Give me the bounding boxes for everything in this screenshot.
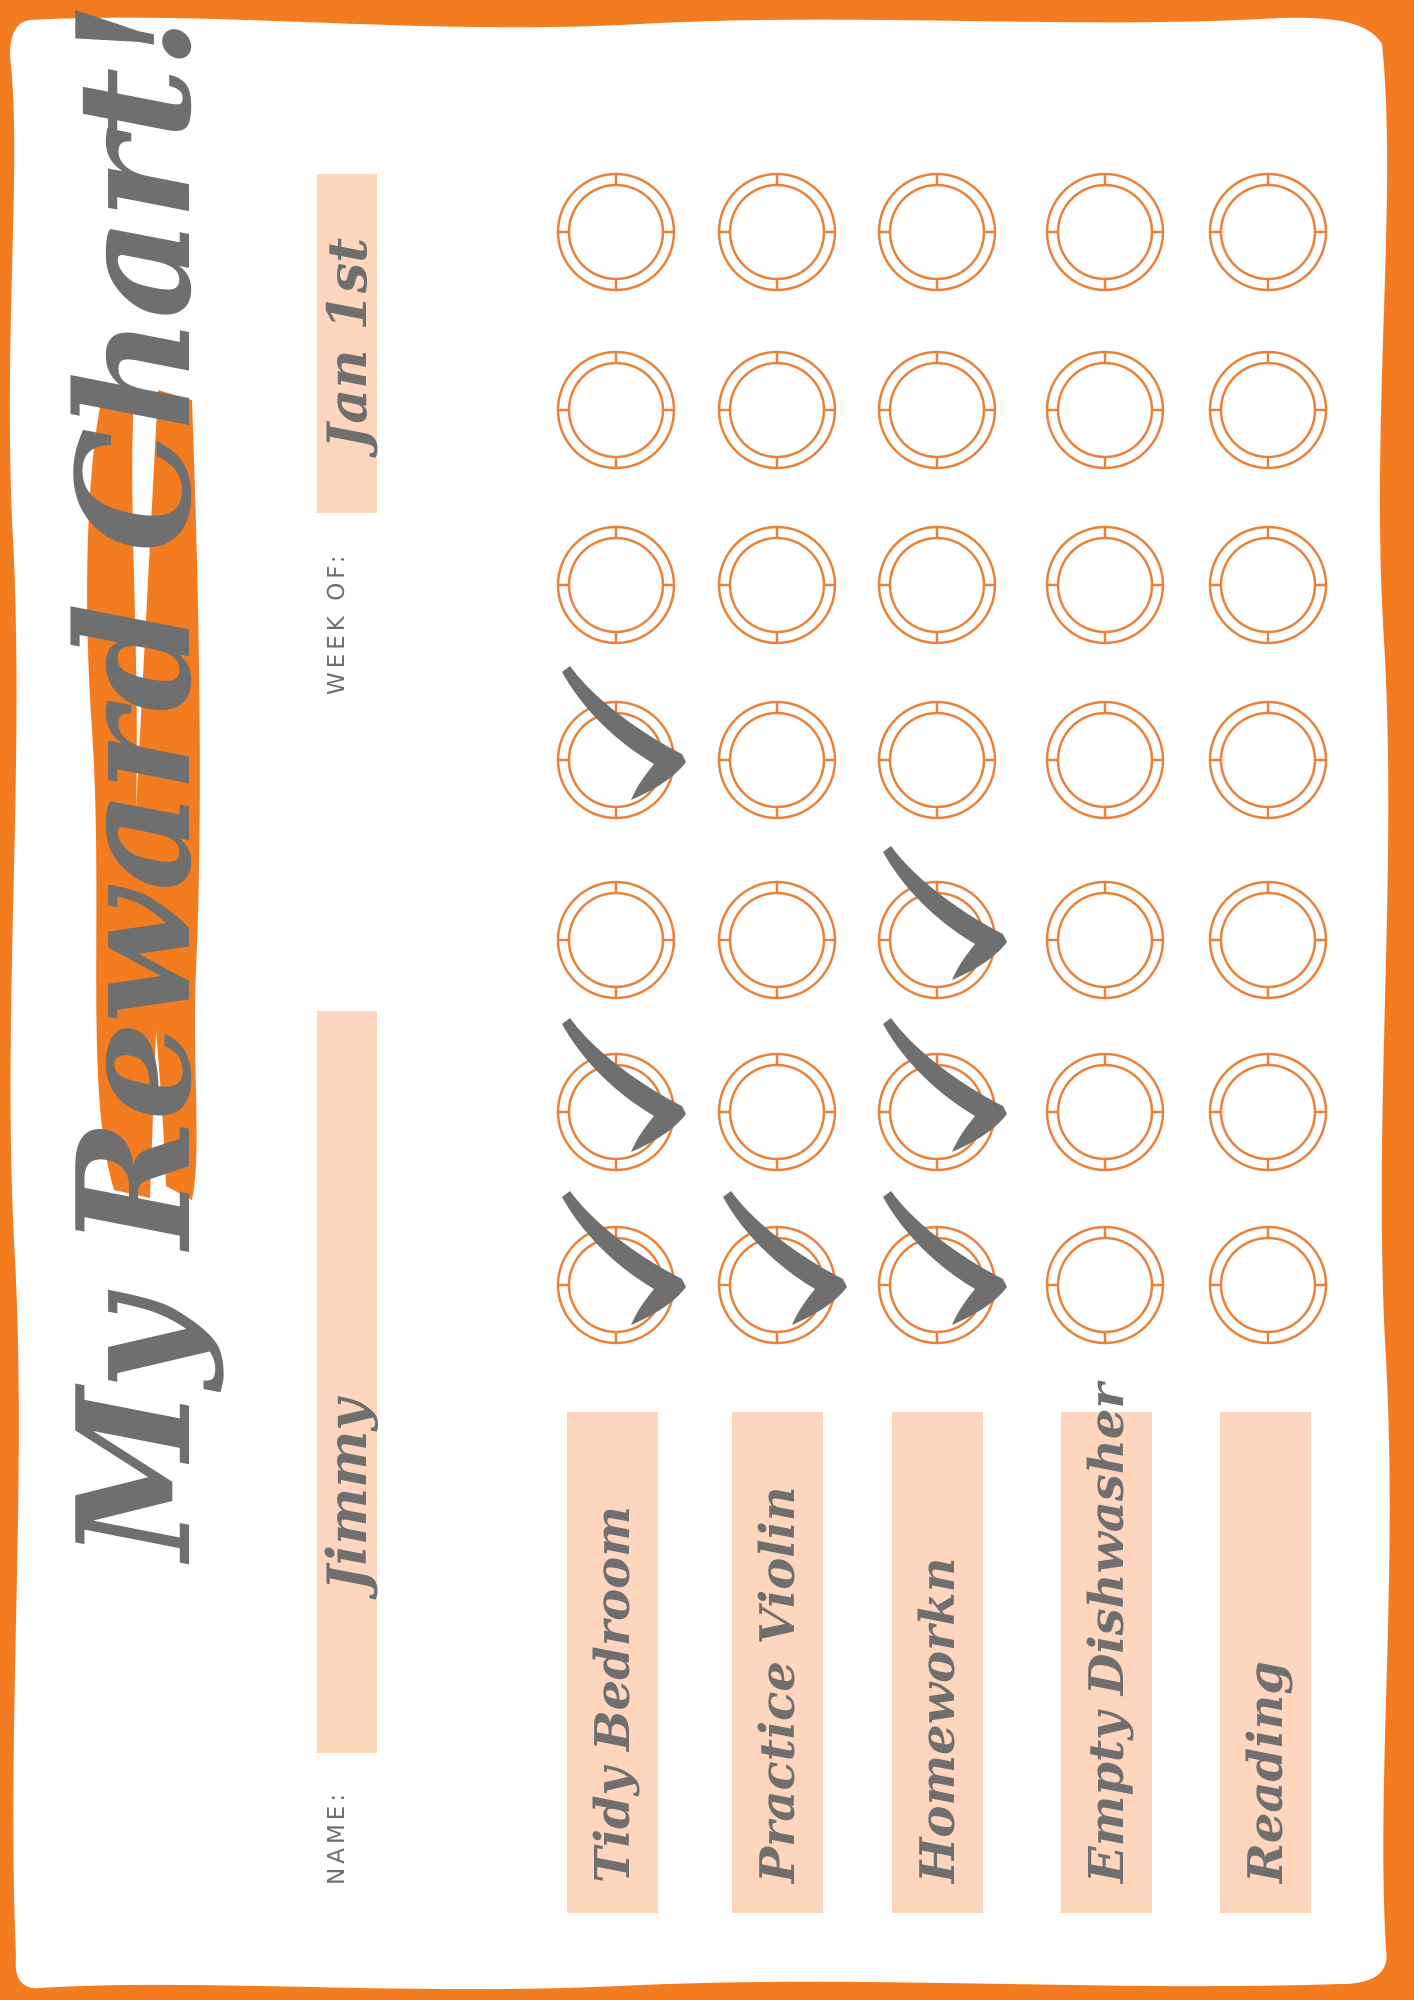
circle-outer-ring [1047,882,1163,998]
circle-outer-ring [1047,174,1163,290]
circle-inner-ring [1058,538,1152,632]
day-checkbox[interactable] [1047,882,1163,998]
circle-outer-ring [1047,1227,1163,1343]
chore-label: Reading [1237,1661,1294,1883]
circle-inner-ring [730,363,824,457]
circle-outer-ring [558,527,674,643]
circle-inner-ring [1221,893,1315,987]
chore-label: Homeworkn [909,1557,966,1883]
circle-outer-ring [1210,352,1326,468]
circle-outer-ring [879,527,995,643]
circle-outer-ring [879,174,995,290]
circle-outer-ring [879,352,995,468]
day-checkbox[interactable] [1210,1054,1326,1170]
circle-inner-ring [569,893,663,987]
circle-inner-ring [730,713,824,807]
day-checkbox[interactable] [558,174,674,290]
circle-outer-ring [1210,702,1326,818]
day-checkbox[interactable] [558,1018,686,1170]
day-checkbox[interactable] [558,882,674,998]
circle-outer-ring [1210,882,1326,998]
day-checkbox[interactable] [719,352,835,468]
name-label: NAME: [324,1789,350,1885]
circle-outer-ring [719,1054,835,1170]
circle-inner-ring [1221,363,1315,457]
circle-inner-ring [890,363,984,457]
day-checkbox[interactable] [1047,702,1163,818]
day-checkbox[interactable] [719,882,835,998]
day-checkbox[interactable] [879,174,995,290]
circle-inner-ring [1058,1065,1152,1159]
day-checkbox[interactable] [879,527,995,643]
circle-inner-ring [1058,1238,1152,1332]
circle-inner-ring [569,363,663,457]
day-checkbox[interactable] [558,527,674,643]
circle-outer-ring [558,882,674,998]
day-checkbox[interactable] [558,352,674,468]
circle-outer-ring [1210,527,1326,643]
circle-outer-ring [719,882,835,998]
week-value: Jan 1st [315,237,379,450]
circle-inner-ring [1058,363,1152,457]
circle-inner-ring [569,538,663,632]
chart-title: My Reward Chart! [43,3,226,1560]
circle-outer-ring [1047,352,1163,468]
week-label: WEEK OF: [324,551,350,695]
day-checkbox[interactable] [879,846,1007,998]
name-value: Jimmy [315,1399,379,1591]
day-checkbox[interactable] [719,1054,835,1170]
circle-outer-ring [558,174,674,290]
circle-inner-ring [890,538,984,632]
day-checkbox[interactable] [1210,352,1326,468]
chore-label: Empty Dishwasher [1078,1383,1135,1883]
circle-outer-ring [719,702,835,818]
circle-inner-ring [1221,538,1315,632]
day-checkbox[interactable] [1210,702,1326,818]
day-checkbox[interactable] [1210,882,1326,998]
circle-inner-ring [1221,713,1315,807]
day-checkbox[interactable] [719,174,835,290]
circle-inner-ring [730,185,824,279]
circle-inner-ring [1221,185,1315,279]
circle-inner-ring [890,185,984,279]
circle-outer-ring [558,352,674,468]
circle-outer-ring [1210,1054,1326,1170]
circle-outer-ring [1047,702,1163,818]
day-checkbox[interactable] [558,666,686,818]
circle-outer-ring [719,352,835,468]
day-checkbox[interactable] [1047,352,1163,468]
circle-outer-ring [1047,1054,1163,1170]
circle-outer-ring [719,174,835,290]
circle-outer-ring [719,527,835,643]
day-checkbox[interactable] [879,1018,1007,1170]
day-checkbox[interactable] [719,527,835,643]
day-checkbox[interactable] [1210,527,1326,643]
circle-inner-ring [1058,185,1152,279]
circle-outer-ring [1210,1227,1326,1343]
day-checkbox[interactable] [1210,174,1326,290]
day-checkbox[interactable] [719,702,835,818]
circle-inner-ring [1221,1238,1315,1332]
circle-outer-ring [1047,527,1163,643]
chore-label: Practice Violin [749,1486,806,1883]
circle-inner-ring [890,713,984,807]
circle-inner-ring [730,1065,824,1159]
day-checkbox[interactable] [879,1191,1007,1343]
circle-inner-ring [569,185,663,279]
day-checkbox[interactable] [1047,1227,1163,1343]
circle-inner-ring [730,538,824,632]
circle-inner-ring [1221,1065,1315,1159]
day-checkbox[interactable] [879,352,995,468]
day-checkbox[interactable] [1047,527,1163,643]
day-checkbox[interactable] [1047,174,1163,290]
chore-label: Tidy Bedroom [584,1506,641,1883]
circle-outer-ring [879,702,995,818]
day-checkbox[interactable] [1047,1054,1163,1170]
day-checkbox[interactable] [879,702,995,818]
circle-inner-ring [1058,893,1152,987]
circle-inner-ring [1058,713,1152,807]
circle-outer-ring [1210,174,1326,290]
circle-inner-ring [730,893,824,987]
day-checkbox[interactable] [558,1191,686,1343]
day-checkbox[interactable] [719,1191,847,1343]
day-checkbox[interactable] [1210,1227,1326,1343]
